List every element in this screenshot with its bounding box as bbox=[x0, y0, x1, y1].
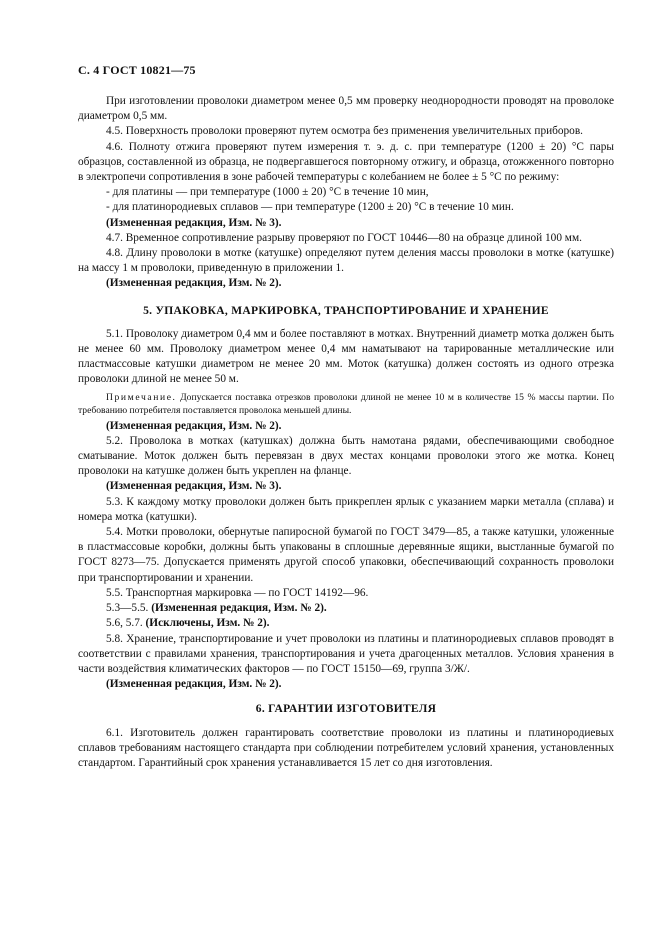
revision-note: (Измененная редакция, Изм. № 2). bbox=[106, 419, 282, 432]
document-body bbox=[78, 94, 614, 771]
revision-note: (Измененная редакция, Изм. № 2). bbox=[106, 678, 282, 691]
paragraph-4-5: 4.5. Поверхность проволоки проверяют путем осмотра без применения увеличительных приборов. bbox=[106, 125, 583, 138]
list-item-alloys: - для платинородиевых сплавов — при температуре (1200 ± 20) °С в течение 10 мин. bbox=[106, 201, 514, 214]
paragraph-5-3-5-5 bbox=[78, 601, 614, 616]
paragraph-4-6: 4.6. Полноту отжига проверяют путем измерения т. э. д. с. при температуре (1200 ± 20) °С пары образцов, составленной из образца, не подвергавшегося повторному отжигу, и образца, отожженного повторно в электропечи сопротивления в зоне рабочей температуры с колебанием не более ± 5 °С по режиму: bbox=[78, 140, 614, 184]
paragraph-5-5: 5.5. Транспортная маркировка — по ГОСТ 14192—96. bbox=[106, 586, 369, 599]
paragraph-4-7: 4.7. Временное сопротивление разрыву проверяют по ГОСТ 10446—80 на образце длиной 100 мм. bbox=[106, 231, 582, 244]
revision-note: (Измененная редакция, Изм. № 2). bbox=[151, 602, 327, 615]
list-item-platinum: - для платины — при температуре (1000 ± 20) °С в течение 10 мин, bbox=[106, 186, 429, 199]
paragraph-4-8: 4.8. Длину проволоки в мотке (катушке) определяют путем деления массы проволоки в мотке (катушке) на массу 1 м проволоки, приведенную в приложении 1. bbox=[78, 247, 614, 275]
revision-note: (Измененная редакция, Изм. № 3). bbox=[106, 480, 282, 493]
section-5-title: 5. УПАКОВКА, МАРКИРОВКА, ТРАНСПОРТИРОВАНИЕ И ХРАНЕНИЕ bbox=[143, 304, 549, 317]
revision-note: (Измененная редакция, Изм. № 2). bbox=[106, 277, 282, 290]
section-6-title: 6. ГАРАНТИИ ИЗГОТОВИТЕЛЯ bbox=[255, 703, 437, 716]
paragraph-5-1: 5.1. Проволоку диаметром 0,4 мм и более поставляют в мотках. Внутренний диаметр мотка должен быть не менее 60 мм. Проволоку диаметром менее 0,4 мм наматывают на тарированные металлические или пластмассовые катушки диаметром не менее 20 мм. Моток (катушка) должен состоять из одного отрезка проволоки длиной не менее 50 м. bbox=[78, 327, 614, 386]
note bbox=[78, 391, 614, 417]
clause-number: 5.3—5.5. bbox=[106, 602, 149, 615]
paragraph-5-8: 5.8. Хранение, транспортирование и учет проволоки из платины и платинородиевых сплавов проводят в соответствии с правилами хранения, транспортирования и учета драгоценных металлов. Условия хранения в части воздействия климатических факторов — по ГОСТ 15150—69, группа 3/Ж/. bbox=[78, 632, 614, 675]
clause-number: 5.6, 5.7. bbox=[106, 617, 143, 630]
paragraph-5-6-5-7 bbox=[78, 616, 614, 631]
paragraph-5-2: 5.2. Проволока в мотках (катушках) должна быть намотана рядами, обеспечивающими свободное сматывание. Моток должен быть перевязан в двух местах концами проволоки этого же мотка. Конец проволоки на катушке должен быть укреплен на фланце. bbox=[78, 434, 614, 478]
revision-note: (Измененная редакция, Изм. № 3). bbox=[106, 216, 282, 229]
page-header: С. 4 ГОСТ 10821—75 bbox=[78, 63, 196, 77]
paragraph-6-1: 6.1. Изготовитель должен гарантировать соответствие проволоки из платины и платинородиевых сплавов требованиям настоящего стандарта при соблюдении потребителем условий хранения, установленных стандартом. Гарантийный срок хранения устанавливается 15 лет со дня изготовления. bbox=[78, 726, 614, 769]
excluded-note: (Исключены, Изм. № 2). bbox=[145, 617, 270, 630]
paragraph-5-4: 5.4. Мотки проволоки, обернутые папиросной бумагой по ГОСТ 3479—85, а также катушки, уложенные в пластмассовые коробки, должны быть упакованы в сплошные деревянные ящики, выстланные бумагой по ГОСТ 8273—75. Допускается применять другой способ упаковки, обеспечивающий сохранность проволоки при транспортировании и хранении. bbox=[78, 526, 614, 584]
note-text: Допускается поставка отрезков проволоки длиной не менее 10 м в количестве 15 % массы партии. По требованию потребителя поставляется проволока меньшей длины. bbox=[78, 391, 614, 416]
paragraph-5-3: 5.3. К каждому мотку проволоки должен быть прикреплен ярлык с указанием марки металла (сплава) и номера мотка (катушки). bbox=[78, 495, 614, 523]
paragraph: При изготовлении проволоки диаметром менее 0,5 мм проверку неоднородности проводят на проволоке диаметром 0,5 мм. bbox=[78, 95, 614, 123]
note-label: Примечание. bbox=[106, 391, 177, 403]
